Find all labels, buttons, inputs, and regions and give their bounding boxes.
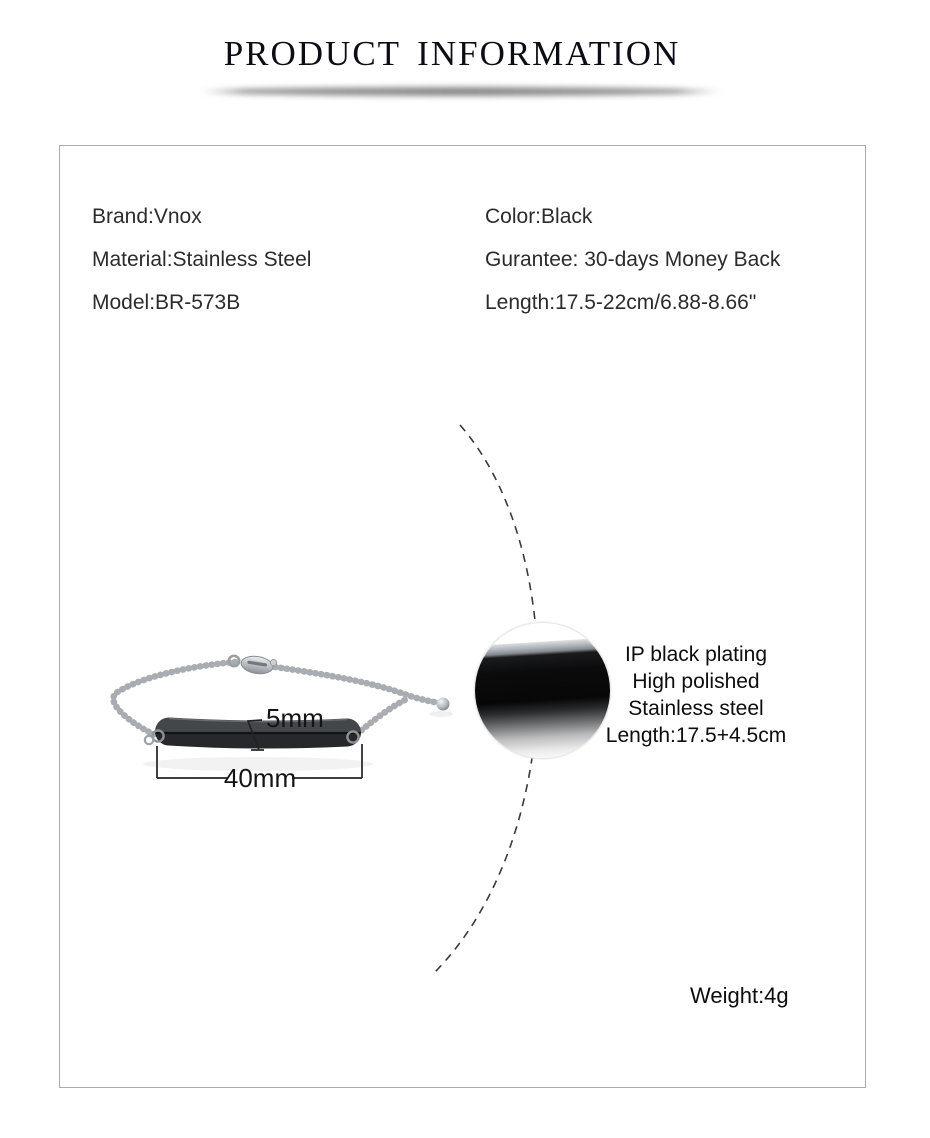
detail-line-polish: High polished bbox=[632, 670, 760, 693]
detail-line-plating: IP black plating bbox=[624, 643, 768, 666]
spec-brand: Brand:Vnox bbox=[92, 205, 202, 228]
bar-height-label: 5mm bbox=[266, 703, 324, 733]
zoomed-bar-surface bbox=[474, 622, 611, 759]
detail-feature-list bbox=[596, 641, 796, 749]
detail-line-material: Stainless steel bbox=[628, 697, 764, 720]
spec-material: Material:Stainless Steel bbox=[92, 248, 312, 271]
bracelet-image bbox=[85, 615, 470, 810]
weight-label: Weight:4g bbox=[690, 983, 789, 1008]
zoom-detail-circle bbox=[474, 622, 611, 759]
chain-bar-link bbox=[357, 699, 407, 734]
title-shadow bbox=[197, 87, 724, 96]
extension-ball bbox=[437, 698, 450, 711]
spec-color: Color:Black bbox=[485, 205, 593, 228]
bar-width-label: 40mm bbox=[223, 763, 297, 793]
ball-shadow bbox=[429, 711, 453, 717]
spec-guarantee: Gurantee: 30-days Money Back bbox=[485, 248, 781, 271]
chain-right bbox=[275, 667, 440, 703]
detail-line-length: Length:17.5+4.5cm bbox=[605, 724, 787, 747]
bar-ring-left2 bbox=[145, 736, 153, 744]
page-title: PRODUCT INFORMATION bbox=[223, 34, 681, 73]
spec-length: Length:17.5-22cm/6.88-8.66" bbox=[485, 291, 757, 314]
lobster-clasp-icon bbox=[240, 654, 277, 676]
spec-model: Model:BR-573B bbox=[92, 291, 241, 314]
